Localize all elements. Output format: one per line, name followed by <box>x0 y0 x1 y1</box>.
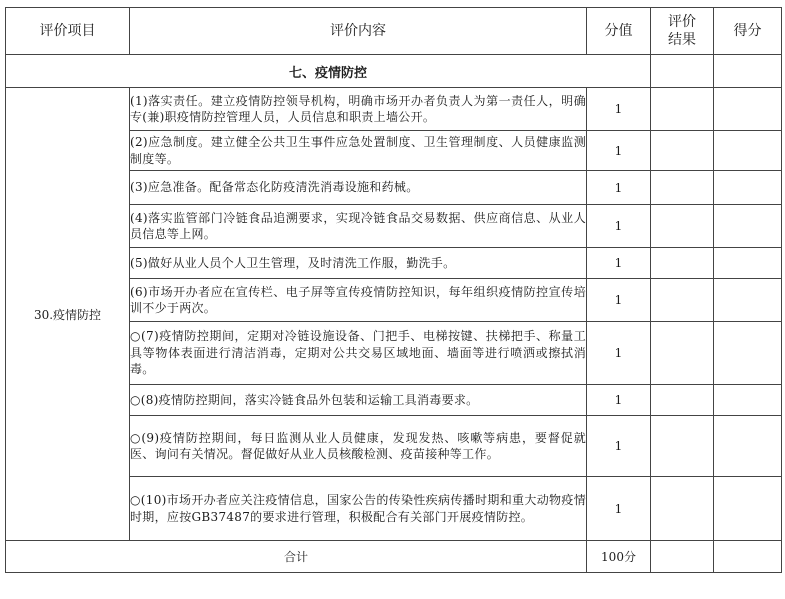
row-content: (3)应急准备。配备常态化防疫清洗消毒设施和药械。 <box>130 171 587 205</box>
row-result-cell <box>651 171 714 205</box>
row-got-cell <box>714 416 782 477</box>
row-score: 1 <box>587 416 651 477</box>
row-content: (4)落实监管部门冷链食品追溯要求，实现冷链食品交易数据、供应商信息、从业人员信息等上网。 <box>130 205 587 248</box>
section-got-cell <box>714 55 782 88</box>
row-score: 1 <box>587 205 651 248</box>
row-content: ○(7)疫情防控期间，定期对冷链设施设备、门把手、电梯按键、扶梯把手、称量工具等物体表面进行清洁消毒，定期对公共交易区域地面、墙面等进行喷洒或擦拭消毒。 <box>130 322 587 385</box>
row-got-cell <box>714 131 782 171</box>
header-got: 得分 <box>714 8 782 55</box>
row-content: ○(9)疫情防控期间，每日监测从业人员健康，发现发热、咳嗽等病患，要督促就医、询问有关情况。督促做好从业人员核酸检测、疫苗接种等工作。 <box>130 416 587 477</box>
total-row <box>6 541 782 573</box>
header-row <box>6 8 782 55</box>
row-result-cell <box>651 416 714 477</box>
total-score: 100分 <box>587 541 651 573</box>
row-result-cell <box>651 322 714 385</box>
row-got-cell <box>714 477 782 541</box>
row-content: (6)市场开办者应在宣传栏、电子屏等宣传疫情防控知识，每年组织疫情防控宣传培训不少于两次。 <box>130 279 587 322</box>
total-label: 合计 <box>6 541 587 573</box>
row-result-cell <box>651 205 714 248</box>
row-score: 1 <box>587 131 651 171</box>
section-result-cell <box>651 55 714 88</box>
section-title: 七、疫情防控 <box>6 55 651 88</box>
row-content: (2)应急制度。建立健全公共卫生事件应急处置制度、卫生管理制度、人员健康监测制度等。 <box>130 131 587 171</box>
evaluation-table <box>5 7 782 573</box>
row-score: 1 <box>587 385 651 416</box>
row-got-cell <box>714 279 782 322</box>
row-score: 1 <box>587 171 651 205</box>
row-score: 1 <box>587 322 651 385</box>
item-label: 30.疫情防控 <box>6 88 130 541</box>
row-content: ○(8)疫情防控期间，落实冷链食品外包装和运输工具消毒要求。 <box>130 385 587 416</box>
row-score: 1 <box>587 477 651 541</box>
row-result-cell <box>651 88 714 131</box>
row-got-cell <box>714 385 782 416</box>
row-got-cell <box>714 88 782 131</box>
row-content: (1)落实责任。建立疫情防控领导机构，明确市场开办者负责人为第一责任人，明确专(兼)职疫情防控管理人员，人员信息和职责上墙公开。 <box>130 88 587 131</box>
total-got-cell <box>714 541 782 573</box>
row-content: ○(10)市场开办者应关注疫情信息，国家公告的传染性疾病传播时期和重大动物疫情时期，应按GB37487的要求进行管理，积极配合有关部门开展疫情防控。 <box>130 477 587 541</box>
row-got-cell <box>714 171 782 205</box>
header-score: 分值 <box>587 8 651 55</box>
row-score: 1 <box>587 279 651 322</box>
section-row <box>6 55 782 88</box>
header-content: 评价内容 <box>130 8 587 55</box>
row-result-cell <box>651 279 714 322</box>
row-got-cell <box>714 248 782 279</box>
header-item: 评价项目 <box>6 8 130 55</box>
row-result-cell <box>651 477 714 541</box>
table-row <box>6 88 782 131</box>
header-result: 评价 结果 <box>651 8 714 55</box>
row-score: 1 <box>587 248 651 279</box>
row-content: (5)做好从业人员个人卫生管理，及时清洗工作服，勤洗手。 <box>130 248 587 279</box>
row-result-cell <box>651 248 714 279</box>
row-score: 1 <box>587 88 651 131</box>
row-got-cell <box>714 322 782 385</box>
row-result-cell <box>651 131 714 171</box>
row-got-cell <box>714 205 782 248</box>
row-result-cell <box>651 385 714 416</box>
total-result-cell <box>651 541 714 573</box>
